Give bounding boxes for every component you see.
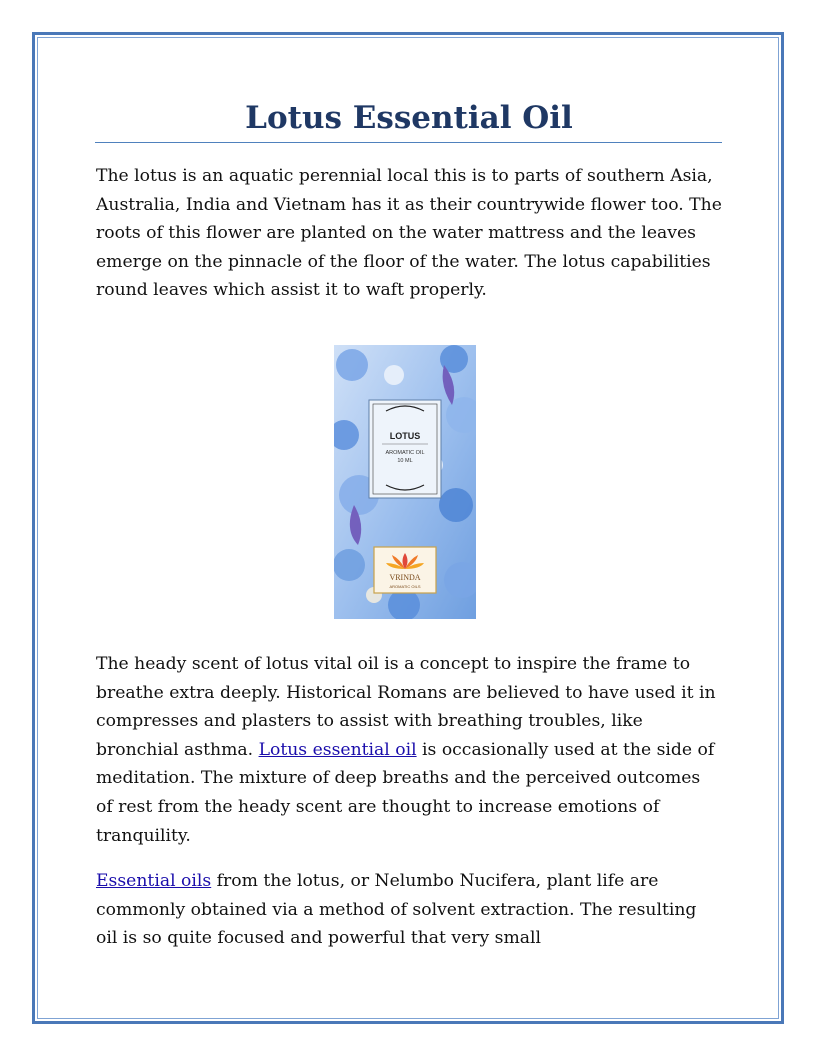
- brand-tagline: AROMATIC OILS: [389, 584, 421, 589]
- paragraph-scent-text-before: The heady scent of lotus vital oil is a concept to inspire the frame to breathe extra deeply. Historical Romans are believed to have used it in compresses and plasters to assist with breathing troubles, like bronchial asthma.: [96, 654, 716, 760]
- title-underline: [95, 142, 722, 143]
- essential-oils-link[interactable]: Essential oils: [96, 871, 212, 891]
- paragraph-extraction-text: from the lotus, or Nelumbo Nucifera, plant life are commonly obtained via a method of solvent extraction. The resulting oil is so quite focused and powerful that very small: [96, 871, 697, 949]
- paragraph-scent: [96, 650, 722, 850]
- product-box-image: [334, 345, 476, 619]
- document-title: Lotus Essential Oil: [245, 100, 573, 136]
- product-name: LOTUS: [389, 431, 421, 441]
- brand-name: VRINDA: [389, 573, 421, 582]
- product-volume: 10 ML: [397, 458, 413, 464]
- paragraph-extraction: [96, 867, 722, 953]
- paragraph-scent-text-after: is occasionally used at the side of meditation. The mixture of deep breaths and the perceived outcomes of rest from the heady scent are thought to increase emotions of tranquility.: [96, 739, 715, 846]
- product-type: AROMATIC OIL: [385, 450, 425, 456]
- paragraph-intro: The lotus is an aquatic perennial local this is to parts of southern Asia, Australia, India and Vietnam has it as their countrywide flower too. The roots of this flower are planted on the water mattress and the leaves emerge on the pinnacle of the floor of the water. The lotus capabilities round leaves which assist it to waft properly.: [96, 166, 722, 301]
- lotus-essential-oil-link[interactable]: Lotus essential oil: [258, 739, 417, 760]
